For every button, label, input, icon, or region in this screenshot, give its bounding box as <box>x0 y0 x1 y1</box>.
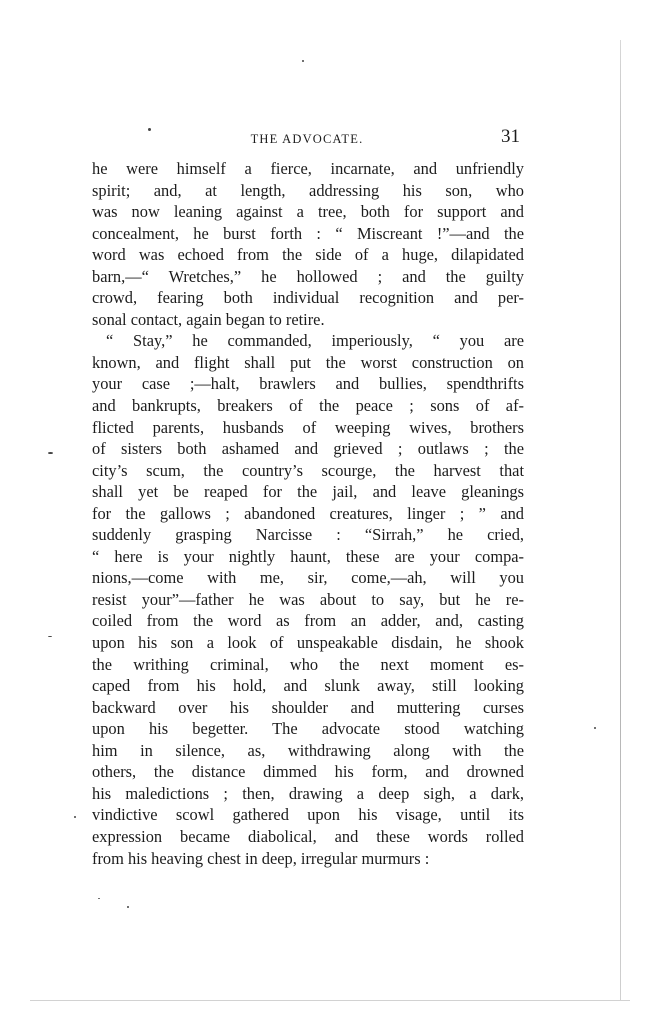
ink-speck <box>74 816 76 818</box>
text-line: was now leaning against a tree, both for support and <box>92 202 524 222</box>
text-line: suddenly grasping Narcisse : “Sirrah,” he cried, <box>92 525 524 545</box>
text-line: spirit; and, at length, addressing his son, who <box>92 180 524 200</box>
scan-edge-line <box>620 40 621 1000</box>
text-line: concealment, he burst forth : “ Miscreant !”—and the <box>92 223 524 243</box>
ink-speck <box>48 452 53 454</box>
text-line: flicted parents, husbands of weeping wives, brothers <box>92 417 524 437</box>
text-line: crowd, fearing both individual recognition and per- <box>92 288 524 308</box>
text-line: vindictive scowl gathered upon his visage, until its <box>92 805 524 825</box>
ink-speck <box>148 128 151 131</box>
ink-speck <box>98 898 100 899</box>
text-line: shall yet be reaped for the jail, and leave gleanings <box>92 482 524 502</box>
text-line: and bankrupts, breakers of the peace ; sons of af- <box>92 396 524 416</box>
text-line: sonal contact, again began to retire. <box>92 309 325 329</box>
page-number: 31 <box>501 126 520 147</box>
text-line: barn,—“ Wretches,” he hollowed ; and the guilty <box>92 266 524 286</box>
text-line: the writhing criminal, who the next moment es- <box>92 654 524 674</box>
text-line: your case ;—halt, brawlers and bullies, spendthrifts <box>92 374 524 394</box>
text-line: for the gallows ; abandoned creatures, linger ; ” and <box>92 503 524 523</box>
text-line: others, the distance dimmed his form, and drowned <box>92 762 524 782</box>
text-line: word was echoed from the side of a huge, dilapidated <box>92 245 524 265</box>
text-line: he were himself a fierce, incarnate, and unfriendly <box>92 159 524 178</box>
text-line: upon his begetter. The advocate stood watching <box>92 719 524 739</box>
text-line: upon his son a look of unspeakable disdain, he shook <box>92 633 524 653</box>
text-line: known, and flight shall put the worst construction on <box>92 352 524 372</box>
text-line: his maledictions ; then, drawing a deep sigh, a dark, <box>92 783 524 803</box>
ink-speck <box>594 727 596 729</box>
text-line: him in silence, as, withdrawing along with the <box>92 740 524 760</box>
ink-speck <box>127 906 129 908</box>
text-line: resist your”—father he was about to say, but he re- <box>92 589 524 609</box>
paragraph-start-line: “ Stay,” he commanded, imperiously, “ you are <box>106 331 524 351</box>
text-line: nions,—come with me, sir, come,—ah, will you <box>92 568 524 588</box>
body-text <box>92 158 524 869</box>
text-line: “ here is your nightly haunt, these are your compa- <box>92 546 524 566</box>
text-line: backward over his shoulder and muttering curses <box>92 697 524 717</box>
text-line: caped from his hold, and slunk away, still looking <box>92 676 524 696</box>
ink-speck <box>302 60 304 62</box>
scan-bottom-line <box>30 1000 630 1001</box>
text-line: from his heaving chest in deep, irregular murmurs : <box>92 848 430 868</box>
page-header <box>92 126 522 150</box>
running-head: THE ADVOCATE. <box>250 132 364 146</box>
text-line: expression became diabolical, and these words rolled <box>92 826 524 846</box>
text-line: of sisters both ashamed and grieved ; outlaws ; the <box>92 439 524 459</box>
text-line: coiled from the word as from an adder, and, casting <box>92 611 524 631</box>
ink-speck <box>48 636 52 637</box>
text-line: city’s scum, the country’s scourge, the harvest that <box>92 460 524 480</box>
